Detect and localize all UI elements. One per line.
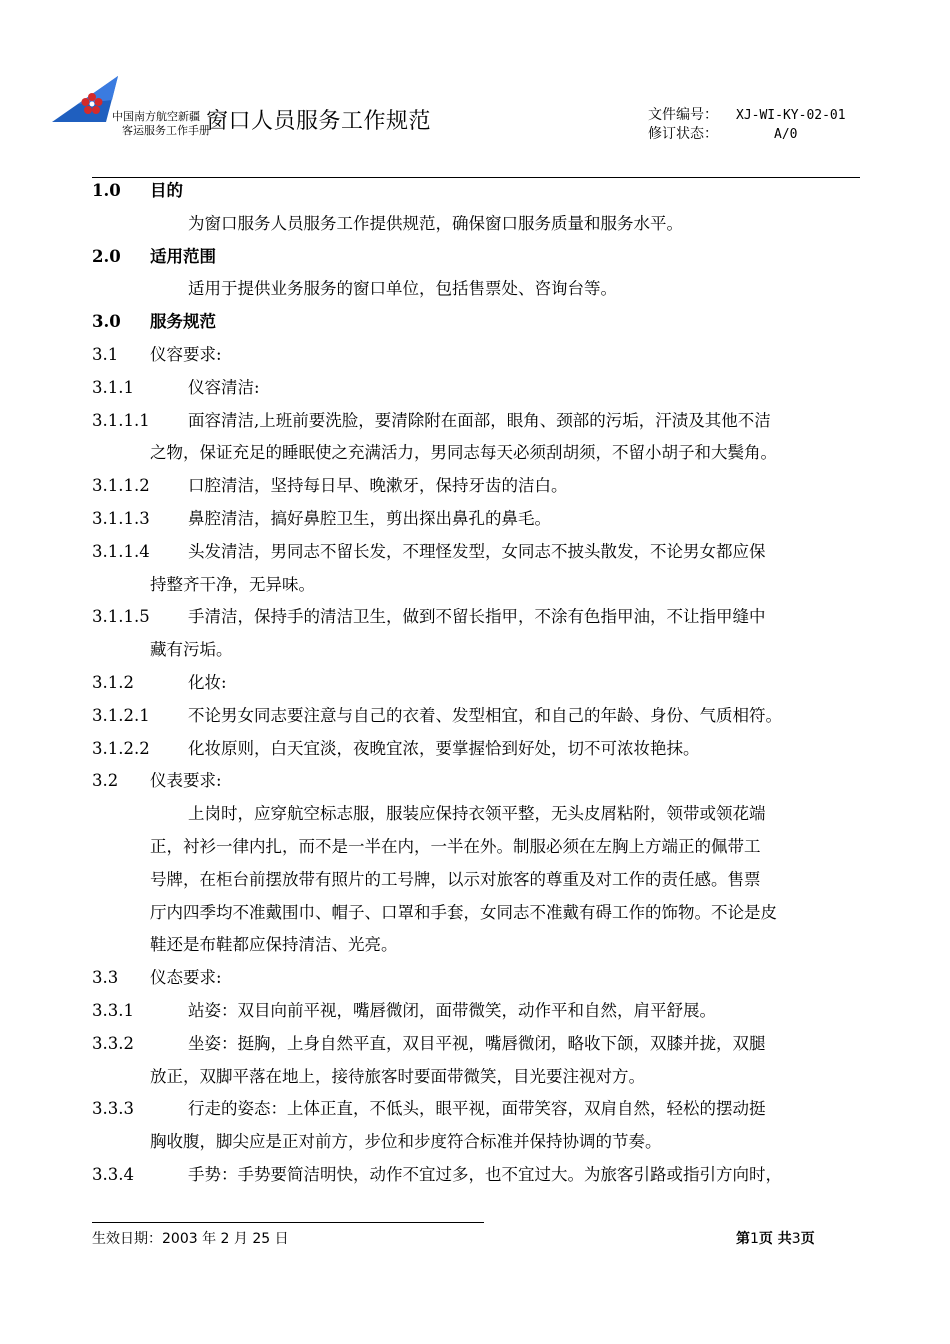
page-current: 1	[750, 1231, 759, 1247]
doc-number-label: 文件编号：	[648, 107, 718, 123]
body-text: 头发清洁，男同志不留长发，不理怪发型，女同志不披头散发，不论男女都应保	[188, 541, 766, 561]
body-text: 鞋还是布鞋都应保持清洁、光亮。	[150, 935, 398, 955]
body-text: 鼻腔清洁，搞好鼻腔卫生，剪出探出鼻孔的鼻毛。	[188, 509, 551, 528]
page-suffix: 页	[800, 1231, 815, 1247]
company-logo-icon	[48, 74, 118, 126]
section-number: 3.3	[92, 968, 119, 988]
section-number: 3.1.1.2	[92, 476, 150, 496]
page-total: 3	[791, 1231, 801, 1247]
body-text: 为窗口服务人员服务工作提供规范，确保窗口服务质量和服务水平。	[188, 213, 683, 233]
document-meta	[648, 106, 860, 152]
section-number: 3.0	[92, 312, 121, 332]
section-number: 3.1.2	[92, 673, 134, 692]
section-number: 3.1.2.1	[92, 705, 150, 725]
body-text: 不论男女同志要注意与自己的衣着、发型相宜，和自己的年龄、身份、气质相符。	[188, 705, 782, 725]
body-text: 手清洁，保持手的清洁卫生，做到不留长指甲，不涂有色指甲油，不让指甲缝中	[188, 607, 766, 627]
page-prefix: 第	[736, 1231, 750, 1247]
body-text: 坐姿：挺胸，上身自然平直，双目平视，嘴唇微闭，略收下颌，双膝并拢，双腿	[188, 1033, 766, 1053]
section-number: 3.3.4	[92, 1165, 134, 1184]
section-number: 3.1.1.4	[92, 541, 150, 561]
revision-value: A/0	[774, 127, 798, 142]
body-text: 口腔清洁，坚持每日早、晚漱牙，保持牙齿的洁白。	[188, 476, 568, 496]
company-line-1: 中国南方航空新疆	[112, 110, 200, 123]
body-text: 行走的姿态：上体正直，不低头，眼平视，面带笑容，双肩自然，轻松的摆动挺	[188, 1099, 766, 1119]
doc-number-row	[648, 106, 860, 125]
body-text: 面容清洁,上班前要洗脸，要清除附在面部，眼角、颈部的污垢，汗渍及其他不洁	[188, 410, 771, 430]
page-indicator	[736, 1228, 815, 1248]
section-heading: 适用范围	[150, 246, 216, 266]
body-text: 手势：手势要简洁明快，动作不宜过多，也不宜过大。为旅客引路或指引方向时，	[188, 1165, 782, 1184]
revision-label: 修订状态：	[648, 126, 718, 142]
section-number: 1.0	[92, 181, 121, 200]
section-number: 3.2	[92, 771, 119, 791]
page-mid: 页 共	[758, 1231, 792, 1247]
effective-date: 生效日期：2003 年 2 月 25 日	[92, 1231, 289, 1247]
section-heading: 服务规范	[150, 312, 216, 332]
body-text: 放正，双脚平落在地上，接待旅客时要面带微笑，目光要注视对方。	[150, 1066, 645, 1086]
section-number: 3.3.3	[92, 1099, 134, 1119]
body-text: 站姿：双目向前平视，嘴唇微闭，面带微笑，动作平和自然，肩平舒展。	[188, 1001, 716, 1020]
body-text: 正，衬衫一律内扎，而不是一半在内，一半在外。制服必须在左胸上方端正的佩带工	[150, 837, 761, 856]
body-text: 胸收腹，脚尖应是正对前方，步位和步度符合标准并保持协调的节奏。	[150, 1132, 662, 1152]
header-divider	[92, 177, 860, 178]
company-line-2: 客运服务工作手册	[122, 124, 210, 137]
body-text: 号牌，在柜台前摆放带有照片的工号牌，以示对旅客的尊重及对工作的责任感。售票	[150, 869, 761, 889]
body-text: 仪容清洁:	[188, 377, 260, 397]
body-text: 藏有污垢。	[150, 640, 233, 660]
revision-row	[648, 125, 860, 144]
document-title: 窗口人员服务工作规范	[206, 109, 432, 134]
section-number: 3.1.1.1	[92, 410, 150, 430]
section-number: 2.0	[92, 246, 121, 266]
section-number: 3.1.1.5	[92, 607, 150, 627]
section-number: 3.3.1	[92, 1001, 134, 1020]
doc-number-value: XJ-WI-KY-02-01	[736, 108, 846, 123]
section-number: 3.1.1.3	[92, 509, 150, 528]
section-number: 3.1.2.2	[92, 738, 150, 758]
body-text: 持整齐干净，无异味。	[150, 574, 315, 594]
footer-divider	[92, 1222, 484, 1223]
body-text: 之物，保证充足的睡眠使之充满活力，男同志每天必须刮胡须，不留小胡子和大鬓角。	[150, 443, 777, 463]
body-text: 仪表要求:	[150, 771, 222, 791]
section-heading: 目的	[150, 181, 183, 200]
section-number: 3.3.2	[92, 1033, 134, 1053]
section-number: 3.1.1	[92, 377, 134, 397]
body-text: 上岗时，应穿航空标志服，服装应保持衣领平整，无头皮屑粘附，领带或领花端	[188, 804, 766, 824]
body-text: 适用于提供业务服务的窗口单位，包括售票处、咨询台等。	[188, 279, 617, 299]
body-text: 化妆原则，白天宜淡，夜晚宜浓，要掌握恰到好处，切不可浓妆艳抹。	[188, 738, 700, 758]
section-number: 3.1	[92, 345, 119, 364]
body-text: 仪态要求:	[150, 968, 222, 988]
body-text: 化妆:	[188, 673, 227, 692]
body-text: 厅内四季均不准戴围巾、帽子、口罩和手套，女同志不准戴有碍工作的饰物。不论是皮	[150, 902, 777, 922]
body-text: 仪容要求:	[150, 345, 222, 364]
